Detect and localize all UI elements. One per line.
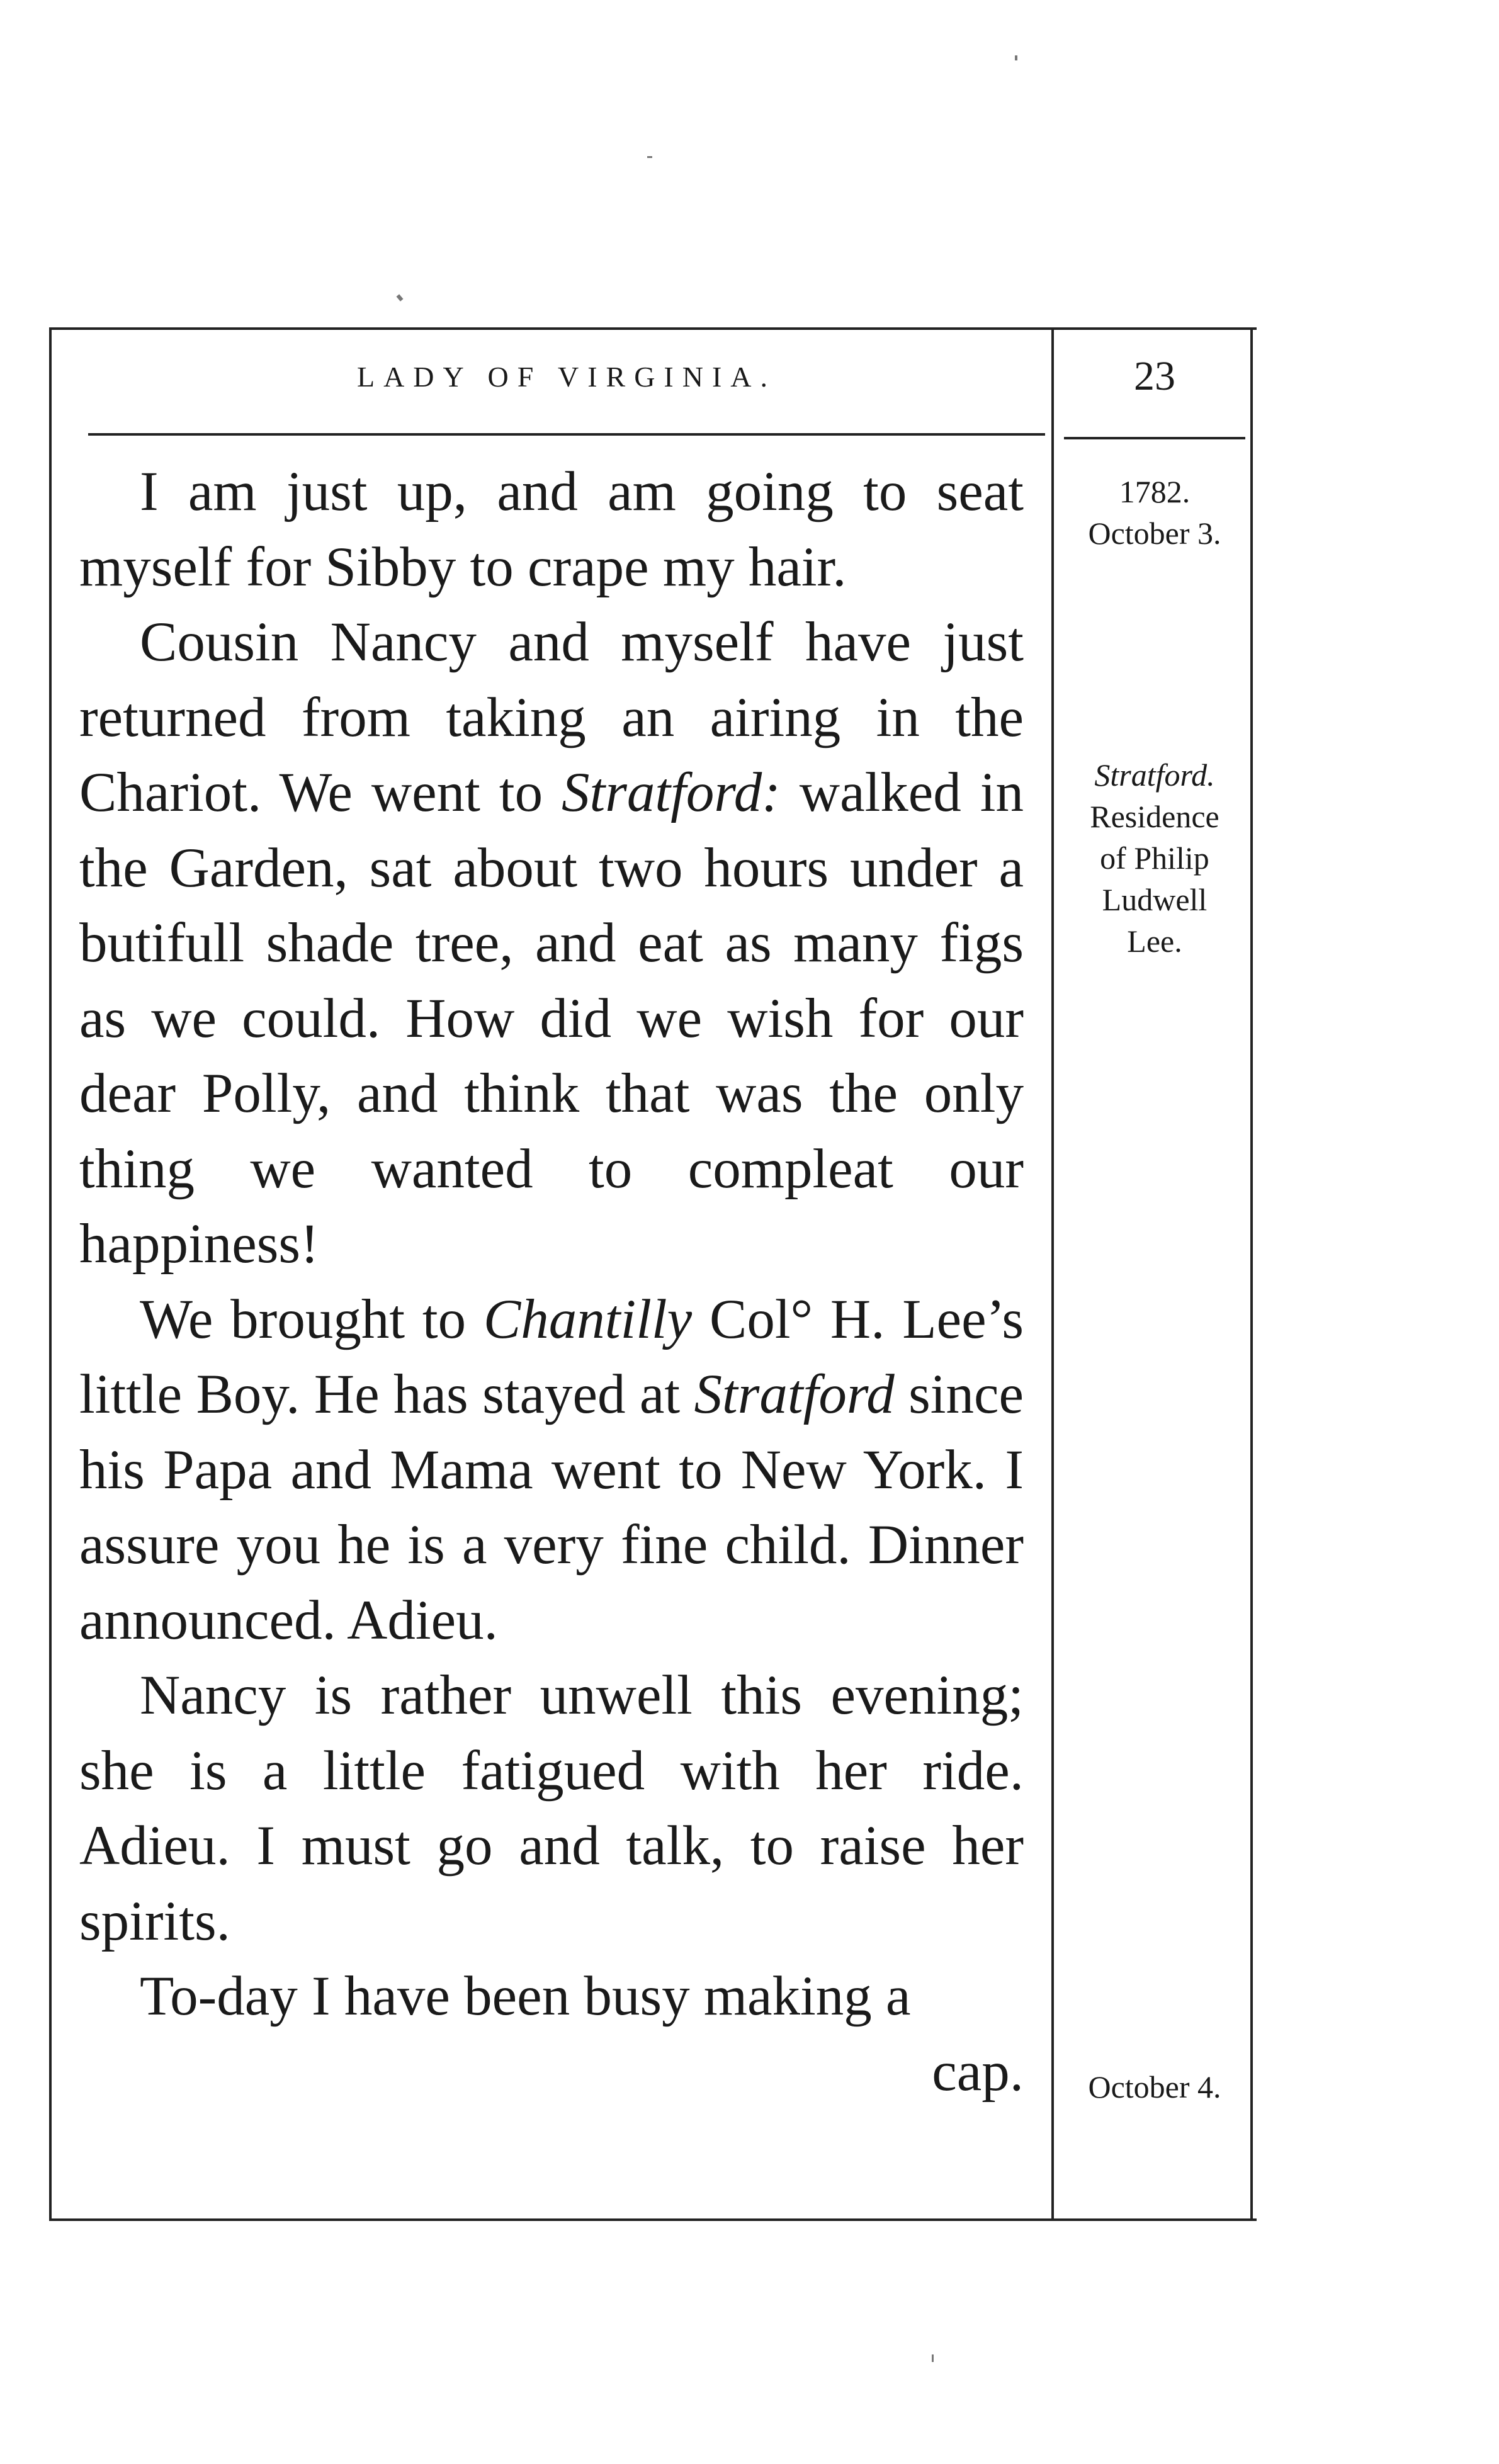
paragraph-2-text-a: Cousin Nancy and myself have just returned from taking an airing in the Chariot. We went to (79, 611, 1024, 823)
margin-place-title (1064, 754, 1245, 796)
paragraph-5-end: cap. (932, 2040, 1024, 2103)
paragraph-4: Nancy is rather unwell this evening; she is a little fatigued with her ride. Adieu. I must go and talk, to raise her spirits. (79, 1664, 1024, 1952)
paragraph-2 (79, 605, 1024, 1282)
margin-note-date-oct-3 (1064, 471, 1245, 554)
paragraph-5: To-day I have been busy making a (140, 1965, 911, 2027)
paper-speck (396, 294, 403, 302)
margin-header-rule (1064, 437, 1245, 439)
paper-speck (1015, 55, 1017, 60)
paper-speck (932, 2354, 934, 2362)
margin-place-line-3: Ludwell (1102, 882, 1208, 917)
margin-note-date-oct-4: October 4. (1088, 2069, 1221, 2105)
header-rule (88, 433, 1045, 436)
margin-place-title-text: Stratford. (1094, 757, 1215, 793)
place-name-chantilly: Chantilly (483, 1288, 693, 1350)
margin-place-line-1: Residence (1090, 799, 1219, 834)
margin-date-1: October 3. (1088, 516, 1221, 551)
margin-place-line-4: Lee. (1127, 924, 1182, 959)
margin-place-line-2: of Philip (1100, 840, 1209, 876)
margin-note-stratford (1064, 754, 1245, 962)
main-text (79, 455, 1024, 2110)
page-number: 23 (1134, 353, 1175, 399)
paragraph-3 (79, 1282, 1024, 1659)
margin-year: 1782. (1119, 474, 1191, 509)
paragraph-1: I am just up, and am going to seat myself for Sibby to crape my hair. (79, 461, 1024, 598)
place-name-stratford-2: Stratford (694, 1364, 895, 1425)
place-name-stratford: Stratford: (562, 762, 781, 823)
paragraph-2-text-b: walked in the Garden, sat about two hours under a butifull shade tree, and eat as many figs as we could. How did we wish for our dear Polly, and think that was the only thing we wanted to compleat our happiness! (79, 762, 1024, 1275)
paper-speck (647, 156, 652, 158)
paragraph-3-text-c: since his Papa and Mama went to New York. I assure you he is a very fine child. Dinner announced. Adieu. (79, 1364, 1024, 1651)
paragraph-3-text-a: We brought to (140, 1288, 484, 1350)
paragraph-3-text-b: Col° H. Lee’s little Boy. He has stayed at (79, 1288, 1024, 1425)
running-head: LADY OF VIRGINIA. (356, 361, 777, 393)
